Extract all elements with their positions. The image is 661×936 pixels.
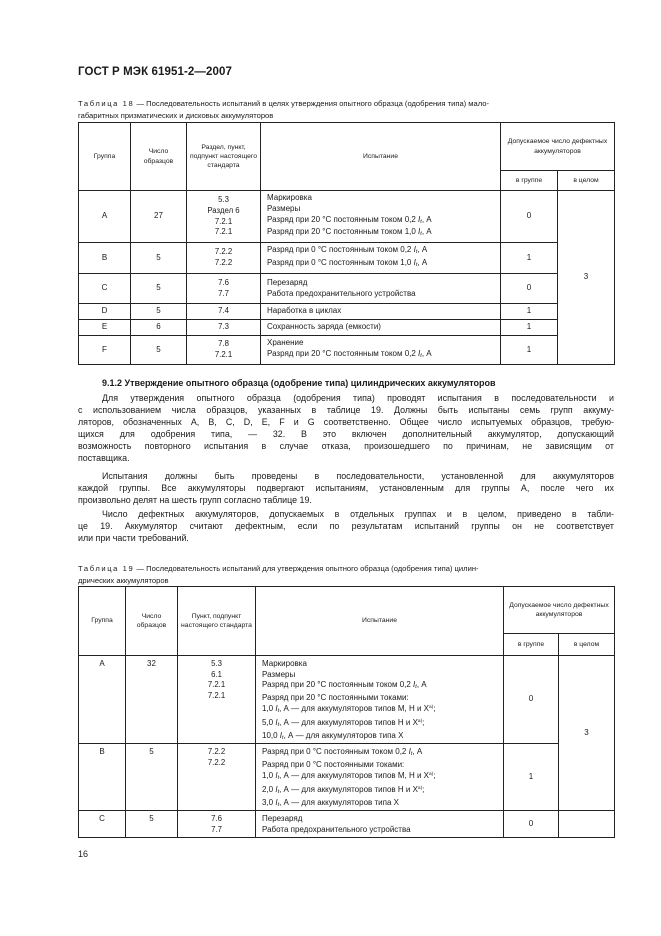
- test-text: Разряд при 20 °С постоянным током 1,0: [267, 227, 419, 237]
- table18-header-total: в целом: [558, 171, 615, 191]
- test-text: 1,0: [262, 771, 276, 781]
- table19-row-c-count: 5: [126, 811, 178, 838]
- test-name: 1,0 It, А — для аккумуляторов типов M, H и $X^{а)}$;: [262, 704, 436, 715]
- paragraph-1: [78, 392, 614, 464]
- test-name: [267, 227, 497, 240]
- table18-header-allowed: Допускаемое число дефектных аккумуляторов: [501, 123, 615, 171]
- current-symbol: I: [413, 258, 416, 267]
- current-symbol: I: [418, 214, 421, 224]
- table18-row-b-defects: 1: [501, 243, 558, 274]
- table-row: [79, 656, 615, 744]
- table18-row-e-sections: 7.3: [187, 320, 261, 336]
- table18-row-e-count: 6: [131, 320, 187, 336]
- table19-row-b-sections: [178, 744, 256, 811]
- section-ref: 5.3: [211, 659, 222, 668]
- current-symbol: I: [413, 680, 416, 690]
- table18-row-c-count: 5: [131, 274, 187, 304]
- test-name: Работа предохранительного устройства: [262, 824, 411, 834]
- table18-row-f-sections: [187, 336, 261, 365]
- table18-row-d-defects: 1: [501, 304, 558, 320]
- test-name: Перезаряд: [267, 277, 308, 287]
- table-row: [79, 320, 615, 336]
- table19-row-a-count: 32: [126, 656, 178, 744]
- table-row: [79, 811, 615, 838]
- test-text: Разряд при 0 °С постоянным током 0,2: [262, 747, 409, 757]
- test-text: Разряд при 20 °С постоянным током 0,2: [267, 214, 419, 224]
- table18-header-test: Испытание: [261, 123, 501, 191]
- table-row: [79, 744, 615, 811]
- test-name: [267, 258, 497, 271]
- table18-total-value: 3: [558, 191, 615, 365]
- test-name: [267, 215, 497, 228]
- table18-caption: [78, 98, 614, 121]
- table18-row-a-count: 27: [131, 191, 187, 243]
- table18-header-row: [79, 123, 615, 171]
- test-text: 5,0: [262, 717, 276, 727]
- current-symbol: I: [413, 245, 416, 255]
- current-symbol: I: [275, 797, 278, 807]
- table18-caption-text-line2: габаритных призматических и дисковых аккумуляторов: [78, 110, 274, 120]
- table18-row-a-group: A: [79, 191, 131, 243]
- footnote-mark: а): [429, 705, 434, 711]
- table18-row-b-tests: [261, 243, 501, 274]
- table18-row-d-sections: 7.4: [187, 304, 261, 320]
- section-ref: 7.2.2: [214, 258, 233, 267]
- test-text: , А — для аккумуляторов типов M, H и X: [279, 704, 430, 714]
- table-row: [79, 243, 615, 274]
- section-ref: Раздел 6: [207, 205, 240, 215]
- current-subscript: t: [277, 708, 280, 715]
- table18-row-f-group: F: [79, 336, 131, 365]
- current-symbol: I: [275, 784, 278, 794]
- unit-suffix: , А: [412, 747, 423, 757]
- table18-row-b-count: 5: [131, 243, 187, 274]
- current-symbol: I: [418, 349, 421, 358]
- table19-caption-text-line2: дрических аккумуляторов: [78, 575, 169, 585]
- test-name: [267, 245, 497, 258]
- footnote-mark: а): [429, 772, 434, 778]
- current-symbol: I: [275, 717, 278, 727]
- test-text: , А — для аккумуляторов типов M, H и X: [279, 771, 430, 781]
- table19-caption: [78, 563, 614, 586]
- paragraph-line: возможность повторного испытания в случае отказа, произошедшего по причинам, не зависящим от: [78, 441, 614, 451]
- test-text: 10,0: [262, 730, 280, 740]
- table-row: [79, 336, 615, 365]
- table19-header-allowed: Допускаемое число дефектных аккумуляторов: [504, 587, 615, 634]
- test-name: [262, 680, 500, 693]
- table18-row-c-defects: 0: [501, 274, 558, 304]
- section-ref: 7.8: [218, 339, 229, 349]
- table19-caption-text: — Последовательность испытаний для утверждения опытного образца (одобрения типа) цилин-: [134, 564, 479, 573]
- section-ref: 7.2.2: [214, 247, 233, 257]
- current-subscript: t: [282, 734, 284, 741]
- table19-row-a-sections: [178, 656, 256, 744]
- test-text: 1,0: [262, 704, 276, 714]
- table19-row-a-tests: [256, 656, 504, 744]
- table18-row-c-group: C: [79, 274, 131, 304]
- test-name: Размеры: [262, 669, 296, 679]
- test-name: 5,0 It, А — для аккумуляторов типов H и $X^{а)}$;: [262, 717, 425, 728]
- table-row: [79, 304, 615, 320]
- table18-row-c-tests: [261, 274, 501, 304]
- table-row: [79, 274, 615, 304]
- table18-row-e-defects: 1: [501, 320, 558, 336]
- test-name: 2,0 It, А — для аккумуляторов типов H и $X^{а)}$;: [262, 784, 425, 795]
- table18-row-f-defects: 1: [501, 336, 558, 365]
- test-name: [262, 747, 500, 760]
- unit-suffix: , А: [417, 258, 428, 267]
- paragraph-line: поставщика.: [78, 453, 130, 463]
- table18-row-a-tests: [261, 191, 501, 243]
- current-subscript: t: [410, 751, 413, 758]
- footnote-mark: а): [417, 718, 423, 724]
- table19-row-a-group: A: [79, 656, 126, 744]
- test-name: Разряд при 0 °С постоянными токами:: [262, 759, 405, 769]
- section-ref: 7.2.1: [214, 227, 233, 237]
- table-row: [79, 191, 615, 243]
- section-ref: 6.1: [211, 669, 222, 679]
- current-symbol: I: [275, 771, 278, 781]
- test-name: [267, 349, 497, 362]
- unit-suffix: , А: [421, 349, 432, 358]
- section-ref: 7.7: [211, 824, 222, 834]
- test-name: Перезаряд: [262, 814, 303, 824]
- table19-header-in-group: в группе: [504, 634, 559, 656]
- paragraph-line: произвольно делят на шесть групп согласно таблице 19.: [78, 495, 312, 505]
- section-heading: 9.1.2 Утверждение опытного образца (одобрение типа) цилиндрических аккумуляторов: [102, 378, 496, 388]
- table18-row-a-sections: [187, 191, 261, 243]
- table18-row-f-tests: [261, 336, 501, 365]
- unit-suffix: , А: [421, 214, 432, 224]
- table19-row-c-tests: [256, 811, 504, 838]
- table19-row-b-tests: [256, 744, 504, 811]
- table19-row-a-defects: 0: [504, 656, 559, 744]
- current-subscript: t: [415, 262, 418, 268]
- current-subscript: t: [415, 249, 418, 256]
- table19-header-total: в целом: [559, 634, 615, 656]
- paragraph-2: [78, 470, 614, 506]
- table18-row-d-group: D: [79, 304, 131, 320]
- test-text: Разряд при 20 °С постоянным током 0,2: [262, 680, 414, 690]
- current-symbol: I: [418, 227, 421, 237]
- test-text: Разряд при 0 °С постоянным током 0,2: [267, 245, 414, 255]
- paragraph-line: ляторов, обозначенных A, B, C, D, E, F и G соответственно. Общее число испытуемых образцов, требую-: [78, 417, 614, 427]
- table18-row-d-tests: Наработка в циклах: [261, 304, 501, 320]
- table19-row-b-count: 5: [126, 744, 178, 811]
- unit-suffix: , А: [417, 245, 428, 255]
- section-ref: 7.2.2: [207, 747, 226, 757]
- page-number: 16: [78, 849, 89, 859]
- document-header: ГОСТ Р МЭК 61951-2—2007: [78, 66, 232, 78]
- unit-suffix: , А: [421, 227, 432, 237]
- table18-header-group: Группа: [79, 123, 131, 191]
- current-subscript: t: [415, 684, 417, 691]
- paragraph-line: Число дефектных аккумуляторов, допускаемых в отдельных группах и в целом, приведено в табли-: [102, 509, 614, 519]
- paragraph-line: Испытания должны быть проведены в последовательности, установленной для аккумуляторов: [102, 471, 614, 481]
- test-name: Маркировка: [262, 659, 307, 668]
- table19-row-c-defects: 0: [504, 811, 559, 838]
- table18-row-f-count: 5: [131, 336, 187, 365]
- table18: [78, 122, 615, 365]
- test-text: Разряд при 0 °С постоянным током 1,0: [267, 258, 414, 267]
- current-symbol: I: [279, 730, 283, 740]
- current-symbol: I: [275, 704, 278, 714]
- current-subscript: t: [420, 218, 422, 225]
- paragraph-3: [78, 508, 614, 544]
- test-name: Разряд при 20 °С постоянными токами:: [262, 692, 409, 702]
- section-ref: 5.3: [218, 195, 229, 205]
- table18-row-b-group: B: [79, 243, 131, 274]
- table18-caption-label: Таблица 18: [78, 99, 135, 108]
- test-name: Работа предохранительного устройства: [267, 288, 416, 298]
- paragraph-line: каждой группы. Все аккумуляторы подвергают испытаниям, установленным для группы А, после чего их: [78, 483, 614, 493]
- table19-row-b-defects: 1: [504, 744, 559, 811]
- table19-header-row: [79, 587, 615, 634]
- table18-row-d-count: 5: [131, 304, 187, 320]
- table18-row-e-group: E: [79, 320, 131, 336]
- test-text: , А — для аккумуляторов типа X: [279, 797, 399, 807]
- table19-row-c-total-empty: [559, 811, 615, 838]
- section-ref: 7.6: [218, 277, 229, 287]
- unit-suffix: , А: [416, 680, 427, 690]
- table18-header-in-group: в группе: [501, 171, 558, 191]
- table18-row-e-tests: Сохранность заряда (емкости): [261, 320, 501, 336]
- paragraph-line: Для утверждения опытного образца (одобрения типа) проводят испытания в последовательности и: [102, 393, 614, 403]
- table19-total-value: 3: [559, 656, 615, 811]
- table18-row-a-defects: 0: [501, 191, 558, 243]
- paragraph-line: или при части требований.: [78, 533, 189, 543]
- current-subscript: t: [277, 801, 280, 808]
- current-subscript: t: [420, 353, 422, 359]
- table19-header-section: Пункт, подпункт настоящего стандарта: [178, 587, 256, 656]
- table18-header-section: Раздел, пункт, подпункт настоящего стандарта: [187, 123, 261, 191]
- section-ref: 7.2.2: [207, 757, 226, 767]
- test-name: 1,0 It, А — для аккумуляторов типов M, H и $X^{а)}$;: [262, 771, 436, 782]
- test-name: Размеры: [267, 203, 301, 213]
- table19: [78, 586, 615, 838]
- table19-caption-label: Таблица 19: [78, 564, 135, 573]
- current-subscript: t: [420, 231, 422, 238]
- section-ref: 7.2.1: [214, 216, 233, 226]
- section-ref: 7.7: [218, 288, 229, 298]
- paragraph-line: це 19. Аккумулятор считают дефектным, если по результатам испытаний группы он не соответствует: [78, 521, 614, 531]
- current-symbol: I: [408, 747, 411, 757]
- table18-row-c-sections: [187, 274, 261, 304]
- table18-caption-text: — Последовательность испытаний в целях утверждения опытного образца (одобрения типа) мало-: [134, 99, 490, 108]
- test-name: Хранение: [267, 338, 304, 348]
- table19-row-c-group: C: [79, 811, 126, 838]
- test-text: Разряд при 20 °С постоянным током 0,2: [267, 349, 419, 358]
- paragraph-line: с использованием числа образцов, указанных в таблице 19. Должны быть испытаны семь групп аккуму-: [78, 405, 614, 415]
- section-ref: 7.2.1: [207, 680, 226, 690]
- test-text: , А — для аккумуляторов типов H и X: [279, 784, 418, 794]
- table19-row-b-group: B: [79, 744, 126, 811]
- table19-row-c-sections: [178, 811, 256, 838]
- table18-row-b-sections: [187, 243, 261, 274]
- current-subscript: t: [277, 775, 280, 782]
- test-text: , А — для аккумуляторов типов H и X: [279, 717, 418, 727]
- test-name: [262, 731, 500, 744]
- table19-header-test: Испытание: [256, 587, 504, 656]
- test-text: , А — для аккумуляторов типа X: [283, 730, 404, 740]
- footnote-mark: а): [417, 785, 423, 791]
- current-subscript: t: [277, 721, 280, 728]
- table19-header-count: Число образцов: [126, 587, 178, 656]
- section-ref: 7.2.1: [207, 690, 226, 700]
- test-text: 2,0: [262, 784, 276, 794]
- paragraph-line: щихся для одобрения типа, — 32. В это включен дополнительный аккумулятор, допускающий: [78, 429, 614, 439]
- section-ref: 7.2.1: [214, 350, 233, 359]
- current-subscript: t: [277, 788, 280, 795]
- table19-header-group: Группа: [79, 587, 126, 656]
- test-name: [262, 798, 500, 811]
- section-ref: 7.6: [211, 814, 222, 824]
- test-text: 3,0: [262, 797, 276, 807]
- table18-header-count: Число образцов: [131, 123, 187, 191]
- test-name: Маркировка: [267, 193, 312, 203]
